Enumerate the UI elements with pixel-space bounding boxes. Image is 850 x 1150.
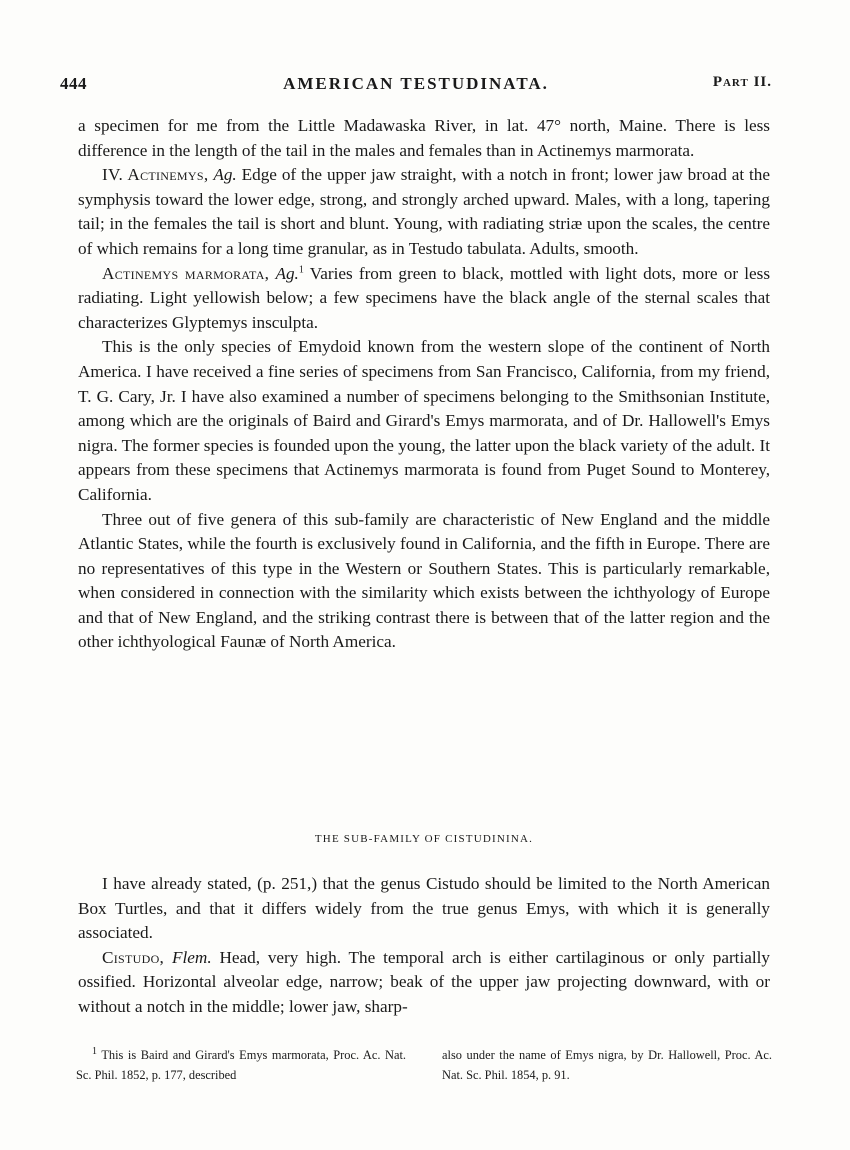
footnotes xyxy=(76,1045,772,1085)
paragraph-genera-summary: Three out of five genera of this sub-family are characteristic of New England and the middle Atlantic States, while the fourth is exclusively found in California, and the fifth in Europe. There are no representatives of this type in the Western or Southern States. This is particularly remarkable, when considered in connection with the similarity which exists between the ichthyology of Europe and that of New England, and the striking contrast there is between that of the latter region and the other ichthyological Faunæ of North America. xyxy=(78,509,770,652)
main-text-section-2 xyxy=(78,872,770,1020)
species-name: Actinemys marmorata, xyxy=(102,263,270,283)
paragraph-cistudo-intro: I have already stated, (p. 251,) that the genus Cistudo should be limited to the North American Box Turtles, and that it differs widely from the true genus Emys, with which it is generally associated. xyxy=(78,874,770,943)
footnote-column-2: also under the name of Emys nigra, by Dr. Hallowell, Proc. Ac. Nat. Sc. Phil. 1854, p. 91. xyxy=(442,1048,772,1082)
page-number: 444 xyxy=(60,74,87,93)
section-heading: THE SUB-FAMILY OF CISTUDININA. xyxy=(314,833,534,845)
paragraph-continuation: a specimen for me from the Little Madawaska River, in lat. 47° north, Maine. There is less difference in the length of the tail in the males and females than in Actinemys marmorata. xyxy=(78,116,770,160)
author-abbrev: Ag. xyxy=(213,165,237,185)
part-label: Part II. xyxy=(712,74,772,90)
paragraph-actinemys-genus xyxy=(78,163,770,261)
species-description: Varies from green to black, mottled with light dots, more or less radiating. Light yellowish below; a few specimens have the black angle of the sternal scales that characterizes Glyptemys insculpta. xyxy=(78,263,771,332)
author-abbrev: Ag. xyxy=(275,263,299,283)
footnote-column-1 xyxy=(76,1045,406,1085)
genus-name: IV. Actinemys, xyxy=(102,165,209,185)
paragraph-cistudo-genus xyxy=(78,946,770,1020)
author-abbrev: Flem. xyxy=(172,947,212,967)
genus-description: Edge of the upper jaw straight, with a notch in front; lower jaw broad at the symphysis toward the lower edge, strong, and strongly arched upward. Males, with a long, tapering tail; in the females the tail is short and blunt. Young, with radiating striæ upon the scales, the centre of which remains for a long time granular, as in Testudo tabulata. Adults, smooth. xyxy=(78,165,771,258)
running-header xyxy=(60,74,772,98)
running-title: AMERICAN TESTUDINATA. xyxy=(283,74,549,93)
main-text-section-1 xyxy=(78,114,770,655)
paragraph-distribution: This is the only species of Emydoid known from the western slope of the continent of North America. I have received a fine series of specimens from San Francisco, California, from my friend, T. G. Cary, Jr. I have also examined a number of specimens belonging to the Smithsonian Institute, among which are the originals of Baird and Girard's Emys marmorata, and of Dr. Hallowell's Emys nigra. The former species is founded upon the young, the latter upon the black variety of the adult. It appears from these specimens that Actinemys marmorata is found from Puget Sound to Monterey, California. xyxy=(78,337,770,504)
genus-name: Cistudo, xyxy=(102,947,165,967)
footnote-marker: 1 xyxy=(92,1045,97,1057)
footnote-text-1: This is Baird and Girard's Emys marmorata, Proc. Ac. Nat. Sc. Phil. 1852, p. 177, described xyxy=(76,1048,406,1082)
footnote-ref: 1 xyxy=(298,263,304,275)
paragraph-actinemys-marmorata xyxy=(78,262,770,336)
genus-description: Head, very high. The temporal arch is either cartilaginous or only partially ossified. Horizontal alveolar edge, narrow; beak of the upper jaw projecting downward, with or without a notch in the middle; lower jaw, sharp- xyxy=(78,947,770,1016)
